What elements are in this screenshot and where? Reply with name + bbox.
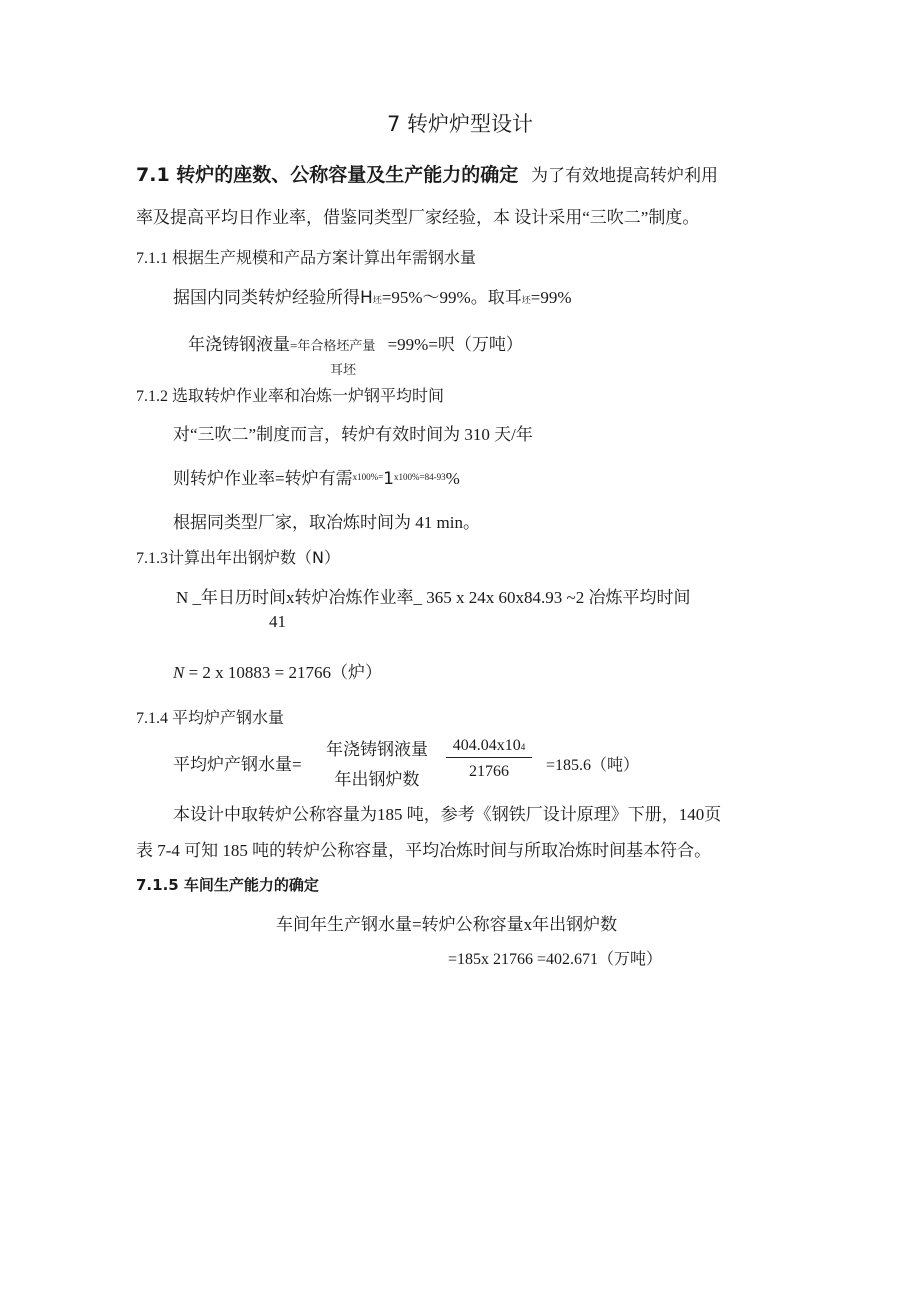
section-7-1: [136, 160, 718, 187]
formula-workshop-capacity: 车间年生产钢水量=转炉公称容量x年出钢炉数: [276, 915, 618, 934]
section-7-1-4-heading: 7.1.4 平均炉产钢水量: [136, 708, 285, 727]
formula-operation-rate: 则转炉作业率=转炉有需$^{x100\%=}1^{x100\%=84-93}\%$: [173, 469, 460, 489]
formula-liquid-steel-denominator: 耳坯: [330, 362, 357, 377]
section-7-1-4-para2: 表 7-4 可知 185 吨的转炉公称容量，平均冶炼时间与所取冶炼时间基本符合。: [136, 841, 712, 860]
section-7-1-4-para1: 本设计中取转炉公称容量为185 吨，参考《钢铁厂设计原理》下册，140页: [173, 805, 722, 824]
formula-fraction-2: [446, 737, 532, 781]
section-7-1-1-heading: 7.1.1 根据生产规模和产品方案计算出年需钢水量: [136, 248, 477, 267]
section-7-1-intro-line2: 率及提高平均日作业率，借鉴同类型厂家经验，本 设计采用“三吹二”制度。: [136, 208, 700, 227]
page-title: 7 转炉炉型设计: [386, 112, 534, 136]
formula-heat-count: N _年日历时间x转炉冶炼作业率_ 365 x 24x 60x84.93 ~2 冶炼平均时间: [176, 588, 691, 607]
section-7-1-heading: 7.1 转炉的座数、公称容量及生产能力的确定: [136, 164, 519, 186]
formula-liquid-steel: 年浇铸钢液量=年合格坯产量 =99%=呎（万吨）: [188, 335, 523, 354]
fraction-2-denominator: 21766: [469, 763, 509, 780]
section-7-1-2-para3: 根据同类型厂家，取冶炼时间为 41 min。: [173, 513, 480, 532]
section-7-1-1-para: 据国内同类转炉经验所得H坯=95%〜99%。取耳坯=99%: [173, 288, 572, 308]
formula-fraction-1: [318, 735, 436, 790]
section-7-1-3-heading: 7.1.3计算出年出钢炉数（N）: [136, 548, 340, 567]
section-7-1-2-para1: 对“三吹二”制度而言，转炉有效时间为 310 天/年: [173, 425, 533, 444]
formula-heat-count-result: N = 2 x 10883 = 21766（炉）: [173, 663, 383, 682]
fraction-1-denominator: 年出钢炉数: [334, 770, 420, 789]
fraction-1-numerator: 年浇铸钢液量: [326, 740, 428, 759]
fraction-2-numerator: 404.04x104: [446, 737, 532, 758]
section-7-1-intro-tail: 为了有效地提高转炉利用: [531, 166, 719, 185]
formula-avg-heat-result: =185.6（吨）: [546, 757, 640, 774]
section-7-1-2-heading: 7.1.2 选取转炉作业率和冶炼一炉钢平均时间: [136, 386, 445, 405]
section-7-1-5-heading: 7.1.5 车间生产能力的确定: [136, 876, 319, 894]
formula-avg-heat-lhs: 平均炉产钢水量=: [173, 755, 302, 774]
formula-workshop-capacity-result: =185x 21766 =402.671（万吨）: [448, 951, 663, 968]
formula-heat-count-denominator: 41: [269, 612, 286, 631]
